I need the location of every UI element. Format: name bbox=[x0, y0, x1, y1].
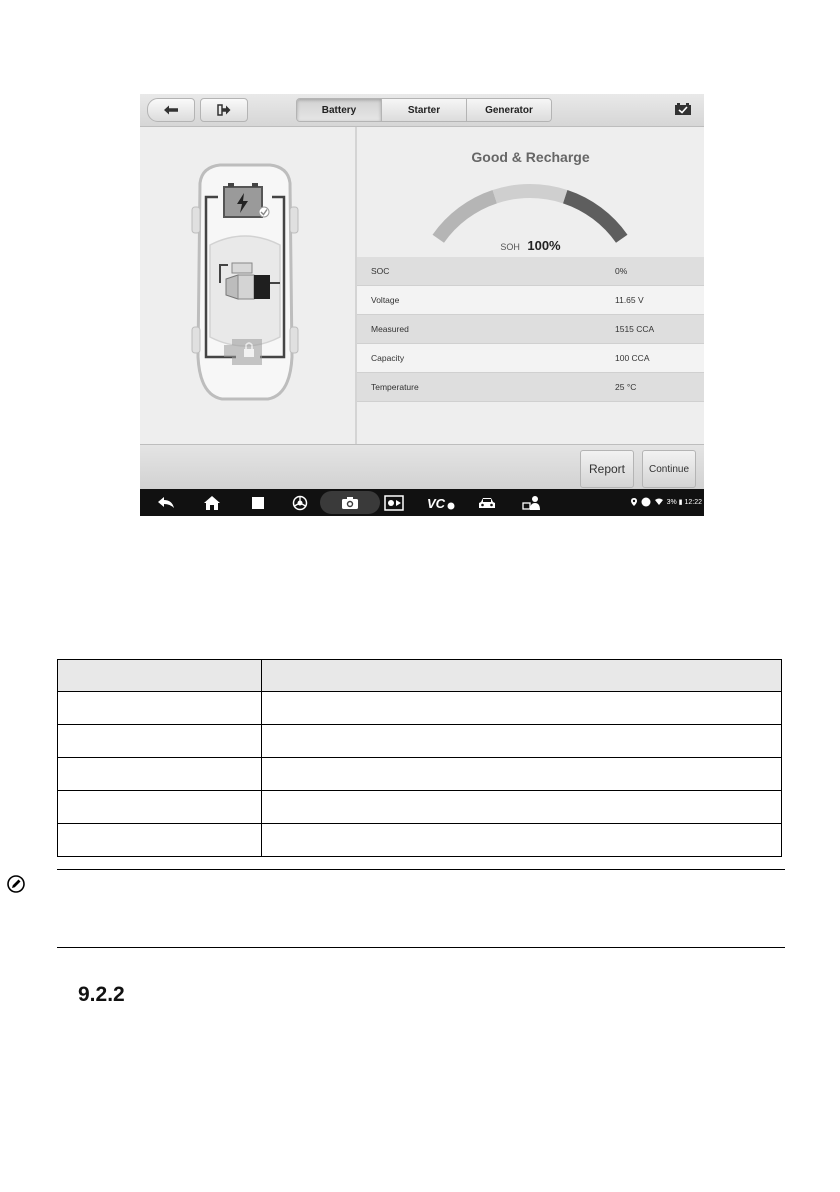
android-navigation-bar bbox=[140, 489, 704, 516]
home-icon[interactable] bbox=[202, 493, 222, 513]
table-cell bbox=[262, 725, 782, 758]
table-cell bbox=[58, 660, 262, 692]
parameter-table bbox=[357, 257, 704, 402]
table-row bbox=[357, 344, 704, 373]
continue-button[interactable]: Continue bbox=[642, 450, 696, 488]
table-cell bbox=[58, 725, 262, 758]
table-cell bbox=[262, 824, 782, 857]
param-name-voltage: Voltage bbox=[371, 295, 400, 305]
battery-check-icon[interactable] bbox=[674, 102, 692, 116]
browser-icon[interactable] bbox=[290, 493, 310, 513]
device-screenshot bbox=[140, 94, 704, 516]
results-panel bbox=[357, 127, 704, 444]
status-area bbox=[630, 497, 702, 507]
param-name-temperature: Temperature bbox=[371, 382, 419, 392]
param-value-temperature: 25 °C bbox=[615, 382, 637, 392]
table-cell bbox=[262, 758, 782, 791]
location-icon bbox=[630, 497, 638, 507]
recent-apps-icon[interactable] bbox=[248, 493, 268, 513]
vci-icon[interactable] bbox=[426, 493, 456, 513]
pencil-note-icon bbox=[7, 875, 25, 893]
soh-label: SOH bbox=[500, 242, 520, 252]
soh-gauge bbox=[397, 171, 664, 245]
exit-button[interactable] bbox=[200, 98, 248, 122]
bottom-toolbar bbox=[140, 444, 704, 489]
param-name-measured: Measured bbox=[371, 324, 409, 334]
table-row bbox=[357, 286, 704, 315]
tab-generator[interactable]: Generator bbox=[467, 99, 551, 121]
vehicle-diagram-panel bbox=[140, 127, 357, 444]
vehicle-diagram bbox=[140, 127, 355, 444]
svg-text:VC: VC bbox=[427, 496, 446, 511]
table-row bbox=[58, 824, 782, 857]
back-arrow-icon bbox=[163, 105, 179, 115]
gauge-segment-high bbox=[565, 197, 622, 239]
result-title: Good & Recharge bbox=[471, 149, 590, 165]
display-icon[interactable] bbox=[384, 493, 404, 513]
top-toolbar bbox=[140, 94, 704, 127]
back-button[interactable] bbox=[147, 98, 195, 122]
soh-readout bbox=[357, 237, 704, 255]
table-cell bbox=[58, 758, 262, 791]
table-cell bbox=[262, 692, 782, 725]
camera-icon[interactable] bbox=[340, 493, 360, 513]
note-divider-bottom bbox=[57, 947, 785, 948]
exit-icon bbox=[217, 104, 231, 116]
gauge-segment-low bbox=[438, 197, 495, 239]
status-text: 3% ▮ 12:22 bbox=[666, 499, 702, 506]
wifi-icon bbox=[654, 498, 664, 506]
back-icon[interactable] bbox=[156, 493, 176, 513]
table-header-row bbox=[58, 660, 782, 692]
param-value-measured: 1515 CCA bbox=[615, 324, 655, 334]
param-name-capacity: Capacity bbox=[371, 353, 405, 363]
tab-battery[interactable]: Battery bbox=[297, 99, 382, 121]
param-name-soc: SOC bbox=[371, 266, 390, 276]
table-row bbox=[58, 791, 782, 824]
table-row bbox=[357, 257, 704, 286]
param-value-soc: 0% bbox=[615, 266, 628, 276]
table-cell bbox=[58, 791, 262, 824]
table-row bbox=[58, 758, 782, 791]
param-value-voltage: 11.65 V bbox=[615, 295, 644, 305]
table-cell bbox=[58, 692, 262, 725]
param-value-capacity: 100 CCA bbox=[615, 353, 650, 363]
report-button[interactable]: Report bbox=[580, 450, 634, 488]
table-row bbox=[357, 373, 704, 402]
car-icon[interactable] bbox=[477, 493, 497, 513]
test-tabs bbox=[296, 98, 552, 122]
notification-icon bbox=[641, 497, 651, 507]
table-cell bbox=[262, 660, 782, 692]
table-row bbox=[357, 315, 704, 344]
soh-value: 100% bbox=[527, 238, 561, 253]
table-cell bbox=[58, 824, 262, 857]
document-table bbox=[57, 659, 782, 857]
table-row bbox=[58, 725, 782, 758]
gauge-segment-mid bbox=[495, 191, 565, 197]
gauge-arcs bbox=[438, 191, 621, 239]
battery-icon bbox=[224, 183, 269, 217]
technician-icon[interactable] bbox=[522, 493, 542, 513]
tab-starter[interactable]: Starter bbox=[382, 99, 467, 121]
note-divider-top bbox=[57, 869, 785, 870]
table-cell bbox=[262, 791, 782, 824]
section-number: 9.2.2 bbox=[78, 983, 125, 1006]
table-row bbox=[58, 692, 782, 725]
